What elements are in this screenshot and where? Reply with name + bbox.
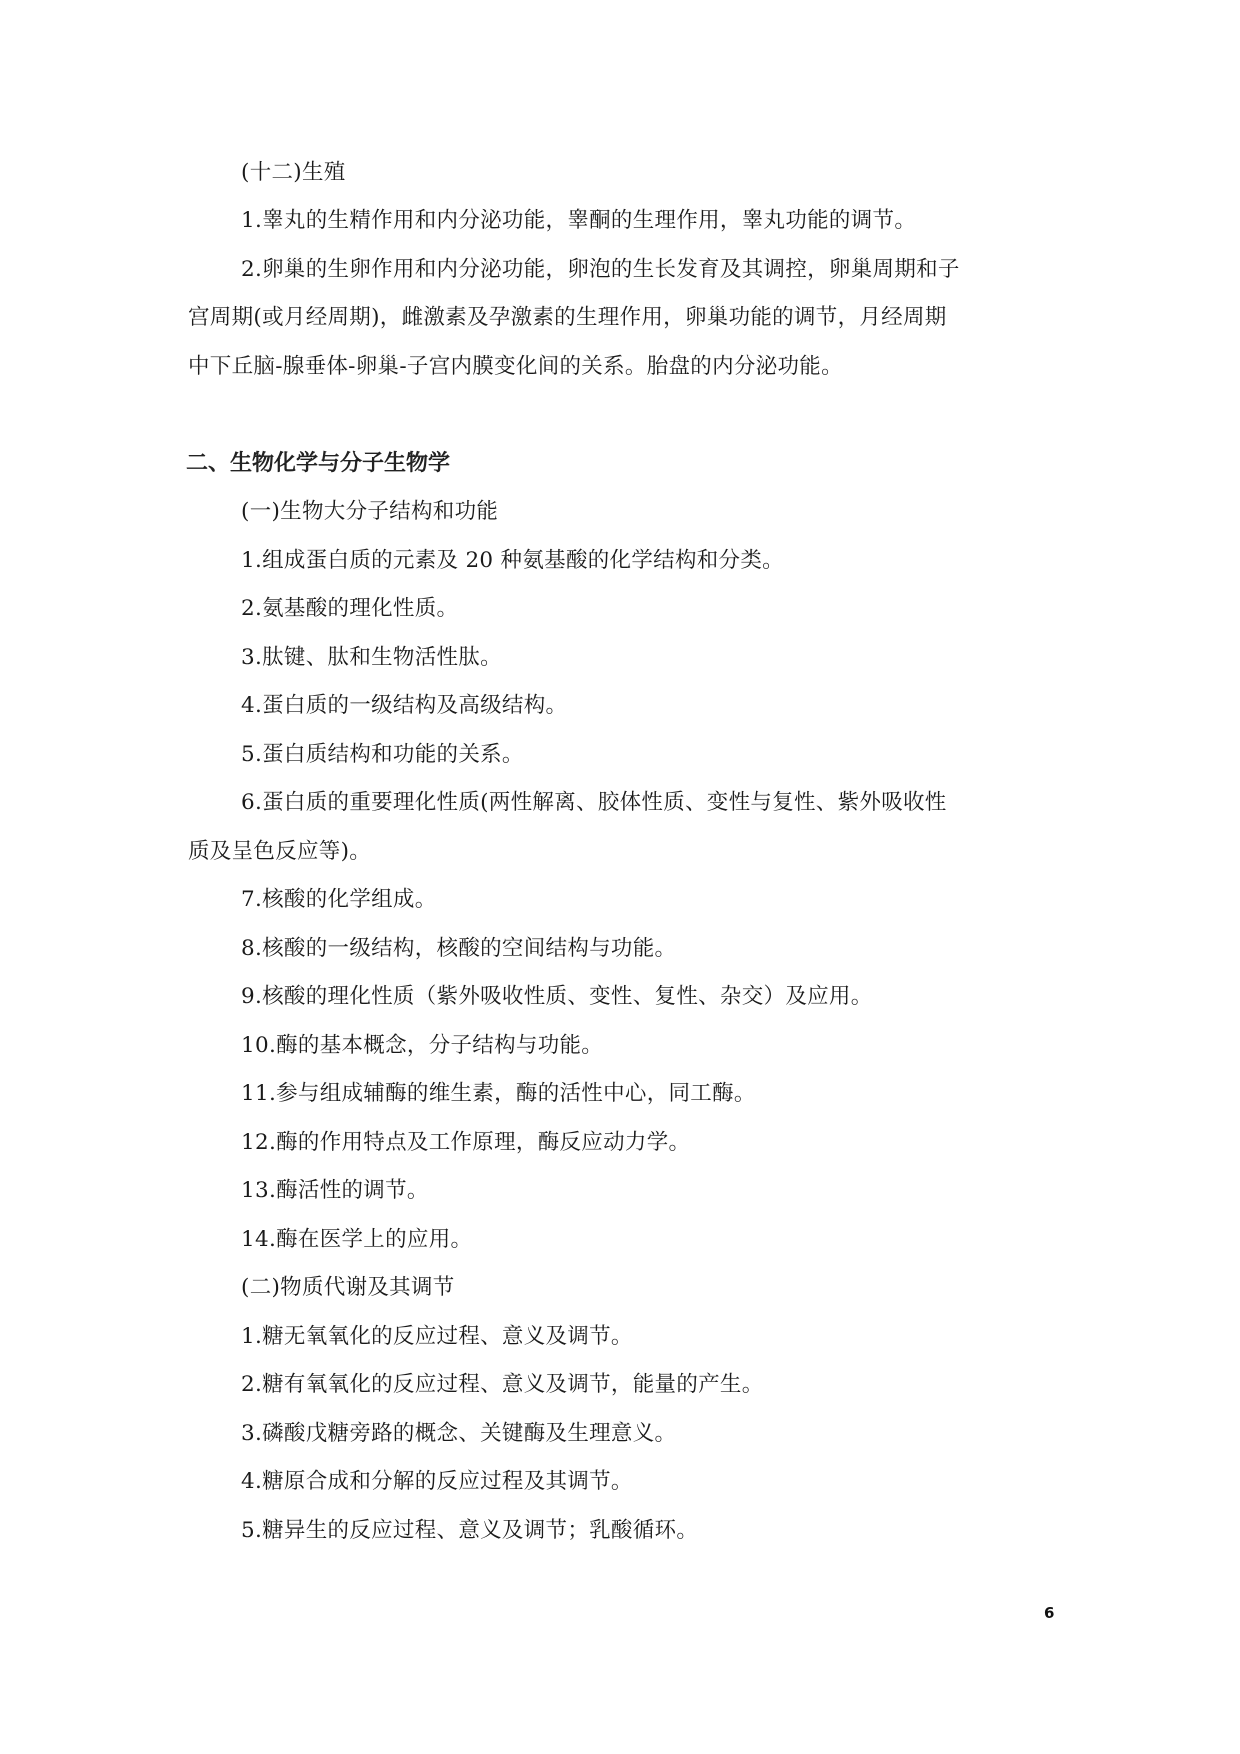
subsection-1-item-6-line-1: 6.蛋白质的重要理化性质(两性解离、胶体性质、变性与复性、紫外吸收性 bbox=[241, 790, 947, 815]
chapter-2-heading: 二、生物化学与分子生物学 bbox=[186, 451, 451, 476]
subsection-1-item-10: 10.酶的基本概念，分子结构与功能。 bbox=[241, 1033, 604, 1058]
section-12-item-2-line-1: 2.卵巢的生卵作用和内分泌功能，卵泡的生长发育及其调控，卵巢周期和子 bbox=[241, 257, 960, 282]
subsection-1-item-1: 1.组成蛋白质的元素及 20 种氨基酸的化学结构和分类。 bbox=[241, 548, 784, 573]
subsection-1-item-14: 14.酶在医学上的应用。 bbox=[241, 1227, 473, 1252]
subsection-2-item-1: 1.糖无氧氧化的反应过程、意义及调节。 bbox=[241, 1324, 633, 1349]
subsection-1-item-12: 12.酶的作用特点及工作原理，酶反应动力学。 bbox=[241, 1130, 691, 1155]
subsection-1-item-8: 8.核酸的一级结构，核酸的空间结构与功能。 bbox=[241, 936, 677, 961]
subsection-2-title: (二)物质代谢及其调节 bbox=[241, 1275, 455, 1300]
subsection-1-item-5: 5.蛋白质结构和功能的关系。 bbox=[241, 742, 524, 767]
subsection-1-item-13: 13.酶活性的调节。 bbox=[241, 1178, 429, 1203]
subsection-2-item-5: 5.糖异生的反应过程、意义及调节；乳酸循环。 bbox=[241, 1518, 699, 1543]
subsection-1-item-3: 3.肽键、肽和生物活性肽。 bbox=[241, 645, 502, 670]
subsection-1-title: (一)生物大分子结构和功能 bbox=[241, 499, 499, 524]
subsection-1-item-7: 7.核酸的化学组成。 bbox=[241, 887, 437, 912]
section-12-item-2-line-3: 中下丘脑-腺垂体-卵巢-子宫内膜变化间的关系。胎盘的内分泌功能。 bbox=[188, 354, 843, 379]
subsection-1-item-6-line-2: 质及呈色反应等)。 bbox=[188, 839, 372, 864]
page-number: 6 bbox=[1044, 1604, 1055, 1622]
section-12-item-1: 1.睾丸的生精作用和内分泌功能，睾酮的生理作用，睾丸功能的调节。 bbox=[241, 208, 917, 233]
section-12-title: (十二)生殖 bbox=[241, 160, 346, 185]
section-12-item-2-line-2: 宫周期(或月经周期)，雌激素及孕激素的生理作用，卵巢功能的调节，月经周期 bbox=[188, 305, 947, 330]
subsection-1-item-2: 2.氨基酸的理化性质。 bbox=[241, 596, 459, 621]
subsection-1-item-11: 11.参与组成辅酶的维生素，酶的活性中心，同工酶。 bbox=[241, 1081, 756, 1106]
subsection-2-item-4: 4.糖原合成和分解的反应过程及其调节。 bbox=[241, 1469, 633, 1494]
subsection-1-item-4: 4.蛋白质的一级结构及高级结构。 bbox=[241, 693, 568, 718]
subsection-2-item-3: 3.磷酸戊糖旁路的概念、关键酶及生理意义。 bbox=[241, 1421, 677, 1446]
subsection-1-item-9: 9.核酸的理化性质（紫外吸收性质、变性、复性、杂交）及应用。 bbox=[241, 984, 873, 1009]
subsection-2-item-2: 2.糖有氧氧化的反应过程、意义及调节，能量的产生。 bbox=[241, 1372, 764, 1397]
